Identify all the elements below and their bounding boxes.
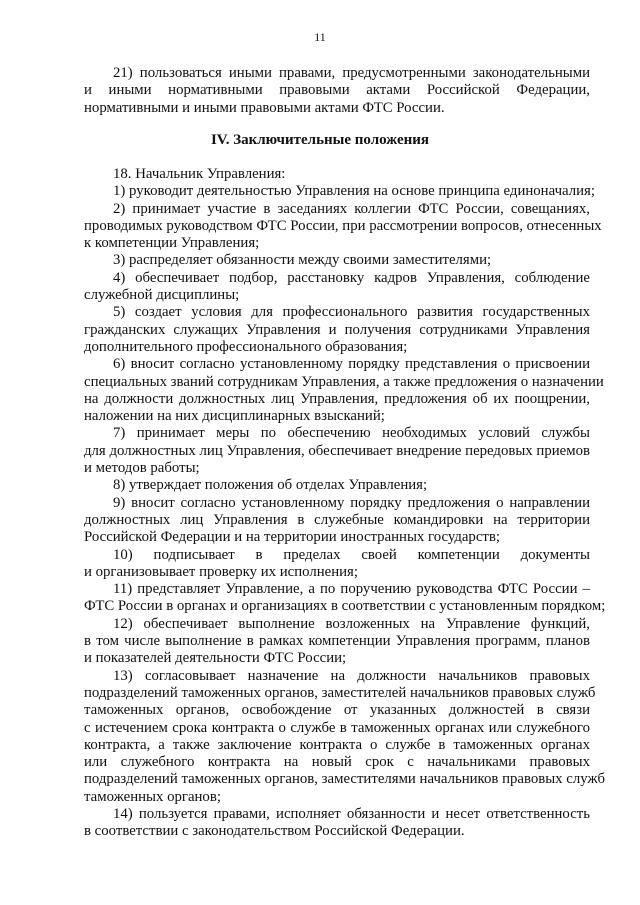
text-line: 3) распределяет обязанности между своими заместителями; bbox=[113, 252, 492, 269]
paragraph bbox=[84, 183, 595, 200]
text-line: 11) представляет Управление, а по поручению руководства ФТС России – bbox=[113, 581, 590, 598]
text-line: наложении на них дисциплинарных взысканий; bbox=[84, 408, 385, 425]
text-line: на должности должностных лиц Управления, предложения об их поощрении, bbox=[84, 390, 590, 407]
text-line: 8) утверждает положения об отделах Управления; bbox=[113, 477, 428, 494]
text-line: или служебного контракта на новый срок с начальниками правовых bbox=[84, 754, 590, 771]
text-line: и организовывает проверку их исполнения; bbox=[84, 563, 358, 580]
text-line: должностных лиц Управления в служебные командировки на территории bbox=[84, 511, 590, 528]
paragraph bbox=[84, 200, 602, 253]
text-line: 12) обеспечивает выполнение возложенных на Управление функций, bbox=[113, 615, 590, 632]
paragraph bbox=[84, 270, 590, 305]
paragraph bbox=[84, 667, 605, 806]
text-line: контракта, а также заключение контракта о службе в таможенных органах bbox=[84, 736, 590, 753]
text-line: 14) пользуется правами, исполняет обязанности и несет ответственность bbox=[113, 805, 590, 822]
text-line: 21) пользоваться иными правами, предусмотренными законодательными bbox=[113, 65, 590, 81]
text-line: 6) вносит согласно установленному порядку представления о присвоении bbox=[113, 356, 590, 373]
text-line: дополнительного профессионального образования; bbox=[84, 338, 408, 355]
paragraph bbox=[84, 252, 590, 269]
paragraph bbox=[84, 304, 590, 356]
paragraph bbox=[84, 65, 590, 117]
text-line: таможенных органов; bbox=[84, 788, 221, 805]
text-line: подразделений таможенных органов, заместителей начальников правовых служб bbox=[84, 684, 596, 701]
text-line: 4) обеспечивает подбор, расстановку кадров Управления, соблюдение bbox=[113, 269, 590, 286]
paragraph bbox=[84, 495, 590, 547]
text-line: проводимых руководством ФТС России, при рассмотрении вопросов, отнесенных bbox=[84, 217, 602, 234]
text-line: гражданских служащих Управления и получения сотрудниками Управления bbox=[84, 321, 590, 338]
text-line: и методов работы; bbox=[84, 460, 200, 477]
text-line: 10) подписывает в пределах своей компетенции документы bbox=[113, 546, 590, 563]
text-line: с истечением срока контракта о службе в таможенных органах или служебного bbox=[84, 719, 590, 736]
text-line: и показателей деятельности ФТС России; bbox=[84, 650, 347, 667]
paragraph bbox=[84, 547, 590, 582]
section-rights-continuation bbox=[84, 65, 590, 117]
paragraph bbox=[84, 425, 590, 477]
page-number: 11 bbox=[314, 30, 326, 44]
paragraph bbox=[84, 616, 590, 668]
text-line: 18. Начальник Управления: bbox=[113, 166, 286, 182]
paragraph bbox=[84, 356, 604, 425]
text-line: 9) вносит согласно установленному порядку предложения о направлении bbox=[113, 494, 590, 511]
text-line: ФТС России в органах и организациях в соответствии с установленным порядком; bbox=[84, 598, 606, 615]
section-final-provisions bbox=[84, 166, 606, 841]
text-line: 1) руководит деятельностью Управления на основе принципа единоначалия; bbox=[113, 183, 595, 200]
text-line: и иными нормативными правовыми актами Российской Федерации, bbox=[84, 82, 590, 99]
text-line: Российской Федерации и на территории иностранных государств; bbox=[84, 529, 500, 546]
text-line: специальных званий сотрудникам Управления, а также предложения о назначении bbox=[84, 373, 604, 390]
text-line: к компетенции Управления; bbox=[84, 235, 260, 252]
paragraph bbox=[84, 806, 590, 841]
text-line: в том числе выполнение в рамках компетенции Управления программ, планов bbox=[84, 633, 590, 650]
text-line: нормативными и иными правовыми актами ФТС России. bbox=[84, 99, 445, 116]
paragraph bbox=[84, 581, 606, 616]
text-line: 5) создает условия для профессионального развития государственных bbox=[113, 304, 590, 321]
section-heading: IV. Заключительные положения bbox=[210, 132, 430, 148]
text-line: для должностных лиц Управления, обеспечивает внедрение передовых приемов bbox=[84, 442, 590, 459]
text-line: 7) принимает меры по обеспечению необходимых условий службы bbox=[113, 425, 590, 442]
text-line: служебной дисциплины; bbox=[84, 287, 240, 304]
paragraph bbox=[84, 166, 590, 183]
text-line: 13) согласовывает назначение на должности начальников правовых bbox=[113, 667, 590, 684]
text-line: 2) принимает участие в заседаниях коллегии ФТС России, совещаниях, bbox=[113, 200, 590, 217]
text-line: таможенных органов, освобождение от указанных должностей в связи bbox=[84, 702, 590, 719]
paragraph bbox=[84, 477, 590, 494]
text-line: подразделений таможенных органов, заместителями начальников правовых служб bbox=[84, 771, 605, 788]
text-line: в соответствии с законодательством Российской Федерации. bbox=[84, 823, 465, 840]
